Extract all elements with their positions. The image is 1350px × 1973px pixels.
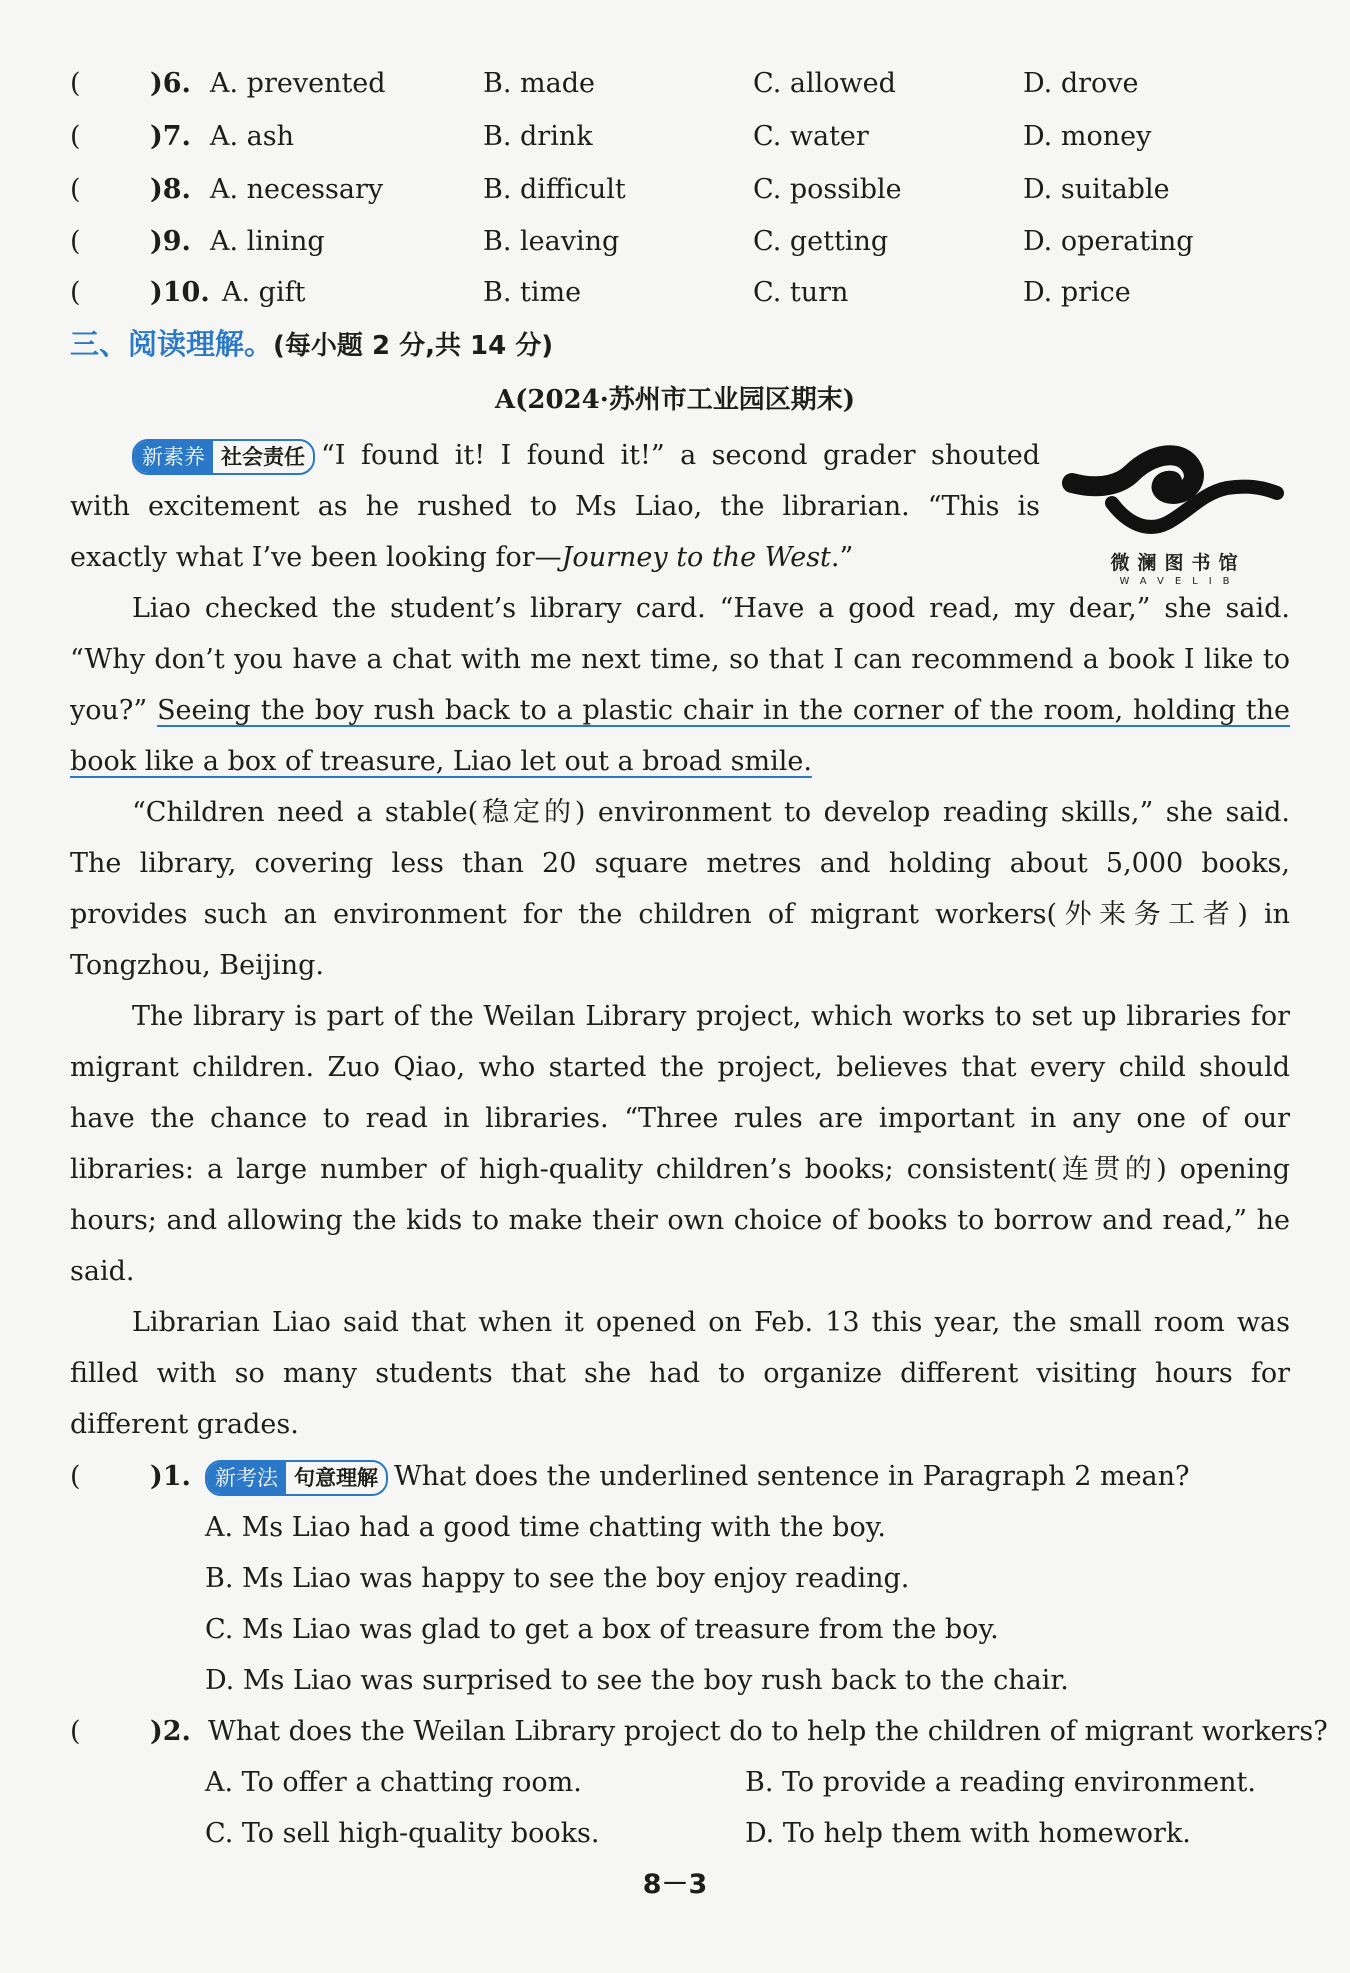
- book-title: Journey to the West: [561, 542, 831, 573]
- option-b[interactable]: B. made: [483, 68, 595, 99]
- question-number: )7.: [150, 121, 191, 152]
- option-a[interactable]: A. lining: [210, 226, 325, 257]
- vocab-row: [70, 62, 1290, 106]
- paragraph-4: The library is part of the Weilan Library project, which works to set up libraries for migrant children. Zuo Qiao, who started the project, believes that every child should have the chance to read in libraries. “Three rules are important in any one of our libraries: a large number of high-quality children’s books; consistent(连贯的) opening hours; and allowing the kids to make their own choice of books to borrow and read,” he said.: [70, 1001, 1290, 1287]
- option-d[interactable]: D. drove: [1023, 68, 1139, 99]
- answer-blank[interactable]: (: [70, 1461, 81, 1492]
- section-note: (每小题 2 分,共 14 分): [273, 331, 554, 361]
- option-d[interactable]: D. price: [1023, 277, 1131, 308]
- question-number: )1.: [150, 1461, 191, 1492]
- option-d[interactable]: D. suitable: [1023, 174, 1170, 205]
- option-c[interactable]: C. allowed: [753, 68, 896, 99]
- question-number: )6.: [150, 68, 191, 99]
- option-c[interactable]: C. possible: [753, 174, 902, 205]
- answer-blank[interactable]: (: [70, 277, 81, 308]
- question-stem: What does the Weilan Library project do to help the children of migrant workers?: [208, 1716, 1328, 1747]
- q1-option-d[interactable]: D. Ms Liao was surprised to see the boy rush back to the chair.: [205, 1665, 1069, 1696]
- option-b[interactable]: B. time: [483, 277, 582, 308]
- logo-name: 微澜图书馆: [1110, 552, 1246, 574]
- option-d[interactable]: D. money: [1023, 121, 1152, 152]
- question-number: )9.: [150, 226, 191, 257]
- answer-blank[interactable]: (: [70, 1716, 81, 1747]
- option-b[interactable]: B. drink: [483, 121, 593, 152]
- paragraph-1: 新素养 社会责任 “I found it! I found it!” a second grader shouted with excitement as he rushed to Ms Liao, the librarian. “This is exactly what I’ve been looking for—Journey to the West.”: [70, 440, 1040, 573]
- q2-option-c[interactable]: C. To sell high-quality books.: [205, 1818, 600, 1849]
- q1-option-b[interactable]: B. Ms Liao was happy to see the boy enjoy reading.: [205, 1563, 910, 1594]
- answer-blank[interactable]: (: [70, 226, 81, 257]
- option-a[interactable]: A. necessary: [210, 174, 384, 205]
- answer-blank[interactable]: (: [70, 121, 81, 152]
- paragraph-3: “Children need a stable(稳定的) environment to develop reading skills,” she said. The library, covering less than 20 square metres and holding about 5,000 books, provides such an environment for the children of migrant workers(外来务工者) in Tongzhou, Beijing.: [70, 797, 1290, 981]
- logo-subtitle: WAVELIB: [1119, 576, 1241, 587]
- q2-option-b[interactable]: B. To provide a reading environment.: [745, 1767, 1256, 1798]
- question-number: )2.: [150, 1716, 191, 1747]
- option-c[interactable]: C. water: [753, 121, 869, 152]
- page-number: 8－3: [642, 1869, 708, 1900]
- section-heading: [70, 322, 553, 368]
- vocab-row: [70, 168, 1290, 212]
- option-d[interactable]: D. operating: [1023, 226, 1194, 257]
- vocab-row: [70, 115, 1290, 159]
- vocab-row: [70, 271, 1290, 315]
- tag-new-literacy: 新素养 社会责任: [132, 439, 315, 475]
- section-title: 三、阅读理解。: [70, 327, 274, 361]
- option-c[interactable]: C. getting: [753, 226, 889, 257]
- answer-blank[interactable]: (: [70, 174, 81, 205]
- answer-blank[interactable]: (: [70, 68, 81, 99]
- option-a[interactable]: A. ash: [210, 121, 295, 152]
- option-a[interactable]: A. prevented: [210, 68, 386, 99]
- q2-option-d[interactable]: D. To help them with homework.: [745, 1818, 1191, 1849]
- question-stem: 新考法 句意理解 What does the underlined sentence in Paragraph 2 mean?: [205, 1455, 1190, 1499]
- option-b[interactable]: B. leaving: [483, 226, 620, 257]
- tag-new-method: 新考法 句意理解: [205, 1460, 388, 1496]
- q2-option-a[interactable]: A. To offer a chatting room.: [205, 1767, 582, 1798]
- paragraph-5: Librarian Liao said that when it opened on Feb. 13 this year, the small room was filled with so many students that she had to organize different visiting hours for different grades.: [70, 1307, 1290, 1440]
- question-number: )8.: [150, 174, 191, 205]
- paragraph-2: Liao checked the student’s library card. “Have a good read, my dear,” she said. “Why don’t you have a chat with me next time, so that I can recommend a book I like to you?” Seeing the boy rush back to a plastic chair in the corner of the room, holding the book like a box of treasure, Liao let out a broad smile.: [70, 593, 1290, 777]
- option-c[interactable]: C. turn: [753, 277, 849, 308]
- question-number: )10.: [150, 277, 210, 308]
- q1-option-c[interactable]: C. Ms Liao was glad to get a box of treasure from the boy.: [205, 1614, 999, 1645]
- underlined-sentence: Seeing the boy rush back to a plastic chair in the corner of the room, holding the book like a box of treasure, Liao let out a broad smile.: [70, 695, 1290, 777]
- q1-option-a[interactable]: A. Ms Liao had a good time chatting with the boy.: [205, 1512, 886, 1543]
- option-a[interactable]: A. gift: [222, 277, 306, 308]
- vocab-row: [70, 220, 1290, 264]
- passage-title: A(2024·苏州市工业园区期末): [494, 385, 856, 415]
- option-b[interactable]: B. difficult: [483, 174, 626, 205]
